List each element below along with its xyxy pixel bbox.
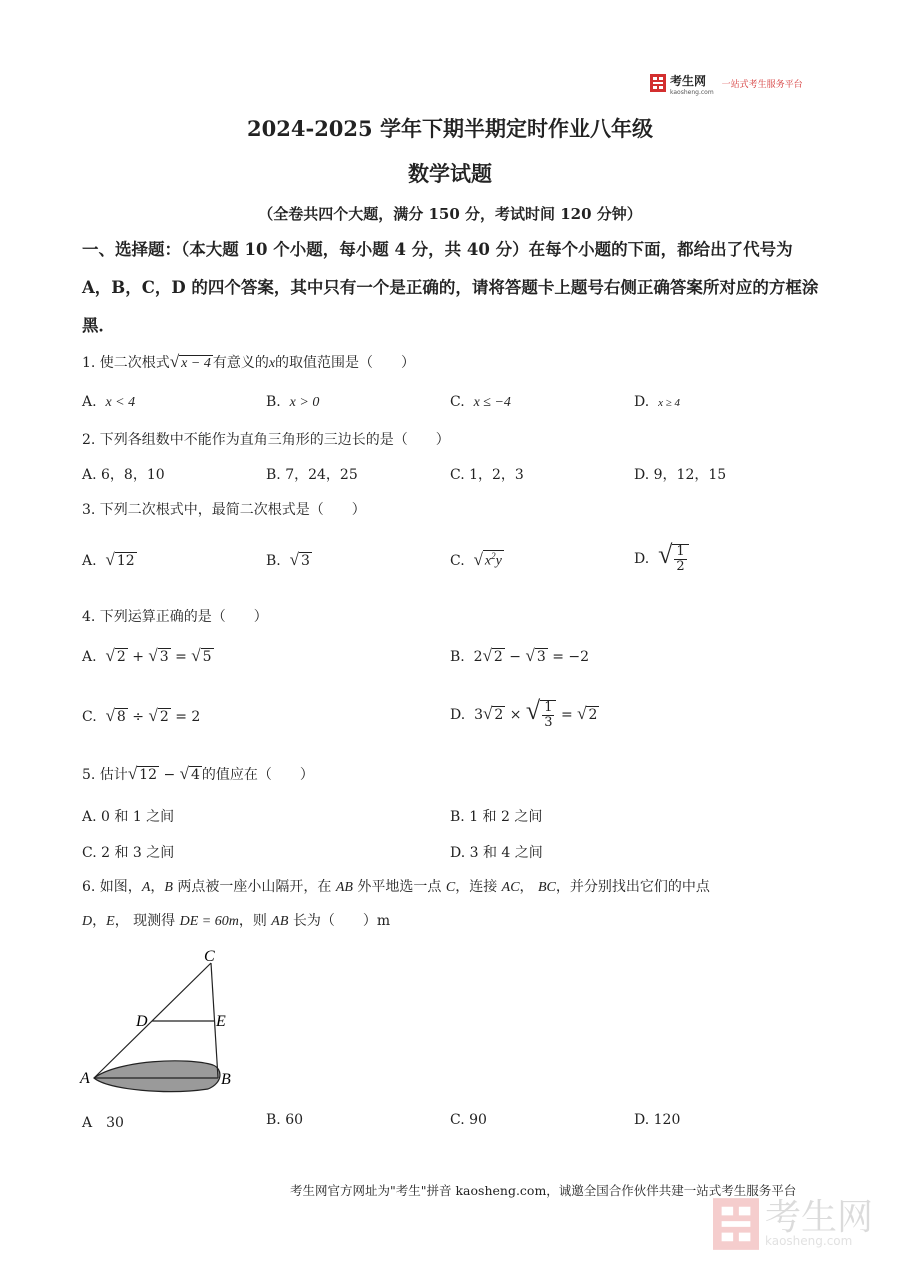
q4-option-a: A. √ 2 + √ 3 = √ 5 — [82, 646, 212, 665]
mountain-shape — [94, 1061, 220, 1092]
q3-option-b: B. √ 3 — [266, 550, 310, 569]
q3-option-c: C. √ $x^2y$ — [450, 550, 502, 569]
exam-title: 2024-2025 学年下期半期定时作业八年级 — [247, 116, 653, 141]
logo-slogan: 一站式考生服务平台 — [721, 79, 803, 90]
question-5: 5. 估计√ 12 − √ 4 的值应在（ ） — [82, 764, 314, 783]
q3-option-a: A. √ 12 — [82, 550, 135, 569]
q1-pre: 1. 使二次根式 — [82, 355, 170, 371]
q5-option-c: C. 2 和 3 之间 — [82, 845, 175, 861]
logo-domain: kaosheng.com — [670, 89, 714, 96]
question-4: 4. 下列运算正确的是（ ） — [82, 609, 268, 625]
label-B: B — [221, 1071, 231, 1088]
q2-option-d: D. 9，12，15 — [634, 467, 727, 483]
question-6-line2: D，E， 现测得 DE = 60m，则 AB 长为（ ）m — [82, 913, 391, 929]
q6-figure — [78, 945, 248, 1095]
question-6-line1: 6. 如图，A，B 两点被一座小山隔开，在 AB 外平地选一点 C，连接 AC， BC，并分别找出它们的中点 — [82, 879, 710, 895]
q1-option-b: B. x > 0 — [266, 394, 320, 410]
q2-option-b: B. 7，24，25 — [266, 467, 358, 483]
q2-option-c: C. 1，2，3 — [450, 467, 524, 483]
section-instructions: 一、选择题：（本大题 10 个小题，每小题 4 分，共 40 分）在每个小题的下面，都给出了代号为 A，B，C，D 的四个答案，其中只有一个是正确的，请将答题卡上题号右侧正确答案所对应的方框涂黑． — [82, 240, 819, 335]
footer-note: 考生网官方网址为"考生"拼音 kaosheng.com，诚邀全国合作伙伴共建一站式考生服务平台 — [290, 1183, 797, 1198]
q4-option-d: D. 3√ 2 × √ $\frac{1}{3}$ = √ 2 — [450, 696, 598, 730]
label-D: D — [136, 1013, 148, 1030]
q3-option-d: D. √ $\frac{1}{2}$ — [634, 540, 689, 574]
question-2: 2. 下列各组数中不能作为直角三角形的三边长的是（ ） — [82, 432, 450, 448]
q1-option-d: D. x ≥ 4 — [634, 394, 681, 410]
q1-option-c: C. x ≤ −4 — [450, 394, 511, 410]
label-E: E — [216, 1013, 226, 1030]
q1-mid: 有意义的 — [212, 355, 269, 371]
q6-option-c: C. 90 — [450, 1112, 487, 1128]
q5-option-d: D. 3 和 4 之间 — [450, 845, 543, 861]
question-3: 3. 下列二次根式中，最简二次根式是（ ） — [82, 502, 366, 518]
q1-var: x — [268, 356, 276, 371]
label-A: A — [80, 1070, 90, 1087]
q1-option-a: A. x < 4 — [82, 394, 136, 410]
watermark-text: 考生网 — [765, 1197, 874, 1238]
site-logo — [650, 72, 803, 94]
watermark — [713, 1198, 873, 1250]
question-1: 1. 使二次根式√ x − 4 有意义的x的取值范围是（ ） — [82, 352, 416, 371]
q6-option-d: D. 120 — [634, 1112, 681, 1128]
label-C: C — [204, 948, 215, 965]
exam-subject: 数学试题 — [408, 161, 492, 186]
q2-option-a: A. 6，8，10 — [82, 467, 165, 483]
logo-brand: 考生网 — [670, 74, 707, 88]
q6-option-a: A 30 — [82, 1115, 124, 1131]
kaosheng-logo-icon — [650, 74, 666, 92]
q4-option-b: B. 2√ 2 − √ 3 = −2 — [450, 646, 590, 665]
q5-option-b: B. 1 和 2 之间 — [450, 809, 543, 825]
q6-option-b: B. 60 — [266, 1112, 304, 1128]
q4-option-c: C. √ 8 ÷ √ 2 = 2 — [82, 706, 201, 725]
q1-post: 的取值范围是（ ） — [275, 355, 416, 371]
q1-radicand: x − 4 — [181, 356, 211, 371]
watermark-domain: kaosheng.com — [765, 1234, 853, 1248]
q5-option-a: A. 0 和 1 之间 — [82, 809, 175, 825]
exam-info: （全卷共四个大题，满分 150 分，考试时间 120 分钟） — [258, 205, 642, 223]
watermark-logo-icon — [713, 1198, 759, 1250]
